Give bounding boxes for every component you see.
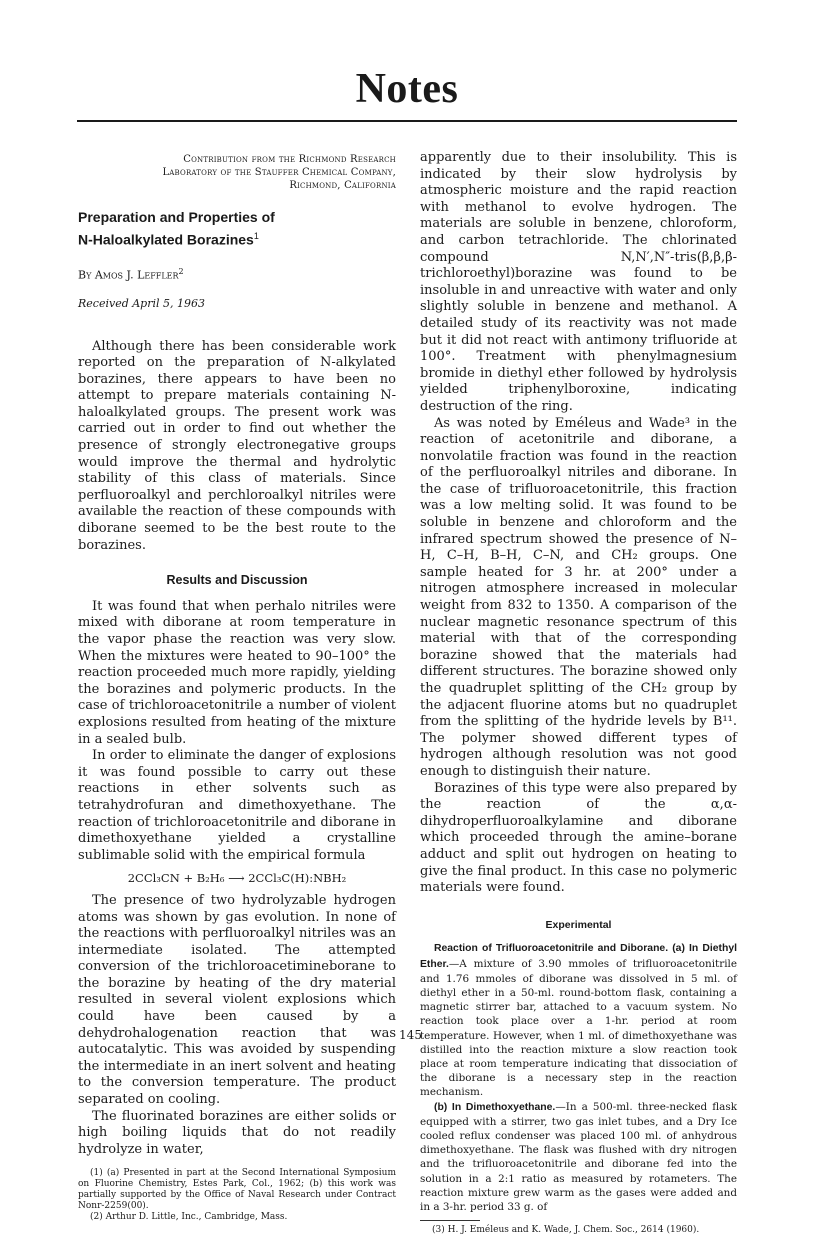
footnote-rule <box>420 1220 480 1221</box>
section-title: Notes <box>355 66 459 112</box>
experimental-paragraph <box>420 1100 737 1215</box>
body-paragraph: It was found that when perhalo nitriles were mixed with diborane at room temperature in the vapor phase the reaction was very slow. When the mixtures were heated to 90–100° the reaction proceeded much more rapidly, yielding the borazines and polymeric products. In the case of trichloroacetonitrile a number of violent explosions resulted from heating of the mixture in a sealed bulb. <box>78 598 396 747</box>
run-in-heading: (b) In Dimethoxyethane. <box>434 1101 556 1113</box>
body-paragraph: apparently due to their insolubility. This is indicated by their slow hydrolysis by atmospheric moisture and the rapid reaction with methanol to evolve hydrogen. The materials are soluble in benzene, chloroform, and carbon tetrachloride. The chlorinated compound N,N′,N″-tris(β,β,β-trichloroethyl)borazine was found to be insoluble in and unreactive with water and only slightly soluble in benzene and methanol. A detailed study of its reactivity was not made but it did not react with antimony trifluoride at 100°. Treatment with phenylmagnesium bromide in diethyl ether followed by hydrolysis yielded triphenylboroxine, indicating destruction of the ring. <box>420 150 737 414</box>
left-column <box>78 150 396 1223</box>
article-title-text: N-Haloalkylated Borazines <box>78 231 254 248</box>
footnote-ref: 1 <box>253 231 259 241</box>
results-heading: Results and Discussion <box>166 573 308 588</box>
body-paragraph: In order to eliminate the danger of explosions it was found possible to carry out these reactions in ether solvents such as tetrahydrofuran and dimethoxyethane. The reaction of trichloroacetonitrile and diborane in dimethoxyethane yielded a crystalline sublimable solid with the empirical formula <box>78 748 396 863</box>
experimental-section <box>420 941 737 1214</box>
article-title-line: Preparation and Properties of <box>78 209 275 225</box>
contribution-line: Richmond, California <box>289 180 396 191</box>
body-paragraph: Borazines of this type were also prepared by the reaction of the α,α-dihydroperfluoroalkylamine and diborane which proceeded through the amine–borane adduct and split out hydrogen on heating to give the final product. In this case no polymeric materials were found. <box>420 780 737 896</box>
experimental-heading: Experimental <box>545 918 612 931</box>
body-paragraph: As was noted by Eméleus and Wade³ in the reaction of acetonitrile and diborane, a nonvolatile fraction was found in the reaction of the perfluoroalkyl nitriles and diborane. In the case of trifluoroacetonitrile, this fraction was a low melting solid. It was found to be soluble in benzene and chloroform and the infrared spectrum showed the presence of N–H, C–H, B–H, C–N, and CH₂ groups. One sample heated for 3 hr. at 200° under a nitrogen atmosphere increased in molecular weight from 832 to 1350. A comparison of the nuclear magnetic resonance spectrum of this material with that of the corresponding borazine showed that the materials had different structures. The borazine showed only the quadruplet splitting of the CH₂ group by the adjacent fluorine atoms but no quadruplet from the splitting of the hydride levels by B¹¹. The polymer showed different types of hydrogen although resolution was not good enough to distinguish their nature. <box>420 415 737 779</box>
experimental-paragraph <box>420 941 737 1099</box>
contribution-line: Laboratory of the Stauffer Chemical Company, <box>162 167 396 178</box>
footnotes <box>420 1225 737 1236</box>
intro-paragraph: Although there has been considerable work reported on the preparation of N-alkylated borazines, there appears to have been no attempt to prepare materials containing N-haloalkylated groups. The present work was carried out in order to find out whether the presence of strongly electronegative groups would improve the thermal and hydrolytic stability of this class of materials. Since perfluoroalkyl and perchloroalkyl nitriles were available the reaction of these compounds with diborane seemed to be the best route to the borazines. <box>78 338 396 553</box>
contribution-line: Contribution from the Richmond Research <box>183 154 396 165</box>
experimental-text: —In a 500-ml. three-necked flask equipped with a stirrer, two gas inlet tubes, and a Dry Ice cooled reflux condenser was placed 100 ml. of anhydrous dimethoxyethane. The flask was flushed with dry nitrogen and the trifluoroacetonitrile and diborane fed into the solution in a 2:1 ratio as measured by rotameters. The reaction mixture grew warm as the gases were added and in a 3-hr. period 33 g. of <box>420 1100 737 1213</box>
received-date: Received April 5, 1963 <box>78 296 206 310</box>
body-paragraph: The fluorinated borazines are either solids or high boiling liquids that do not readily hydrolyze in water, <box>78 1108 396 1157</box>
footnote: (1) (a) Presented in part at the Second International Symposium on Fluorine Chemistry, Estes Park, Col., 1962; (b) this work was partially supported by the Office of Naval Research under Contract Nonr-2259(00). <box>78 1168 396 1212</box>
contribution-note <box>78 153 396 192</box>
page-header <box>77 60 737 122</box>
run-in-heading: Reaction of Trifluoroacetonitrile and Diborane. (a) In Diethyl Ether. <box>420 943 737 970</box>
footnote: (3) H. J. Eméleus and K. Wade, J. Chem. Soc., 2614 (1960). <box>432 1225 700 1236</box>
footnote-ref: 2 <box>178 266 184 276</box>
footnote: (2) Arthur D. Little, Inc., Cambridge, Mass. <box>90 1212 288 1223</box>
footnotes <box>78 1168 396 1223</box>
author-name: By Amos J. Leffler <box>78 268 179 282</box>
article-title-line <box>78 227 396 250</box>
article-title <box>78 208 396 250</box>
page-number: 145 <box>399 1028 422 1042</box>
author-line <box>78 264 396 284</box>
body-paragraph: The presence of two hydrolyzable hydrogen atoms was shown by gas evolution. In none of the reactions with perfluoroalkyl nitriles was an intermediate isolated. The attempted conversion of the trichloroacetimineborane to the borazine by heating of the dry material resulted in several violent explosions which could have been caused by a dehydrohalogenation reaction that was autocatalytic. This was avoided by suspending the intermediate in an inert solvent and heating to the conversion temperature. The product separated on cooling. <box>78 892 396 1108</box>
header-rule <box>77 120 737 122</box>
experimental-text: —A mixture of 3.90 mmoles of trifluoroacetonitrile and 1.76 mmoles of diborane was dissolved in 5 ml. of diethyl ether in a 50-ml. round-bottom flask, containing a magnetic stirrer bar, attached to a vacuum system. No reaction took place over a 1-hr. period at room temperature. However, when 1 ml. of dimethoxyethane was distilled into the reaction mixture a slow reaction took place at room temperature indicating that dissociation of the diborane is a necessary step in the reaction mechanism. <box>420 957 737 1099</box>
right-column <box>420 150 737 1236</box>
chemical-equation: 2CCl₃CN + B₂H₆ ⟶ 2CCl₃C(H):NBH₂ <box>127 871 347 886</box>
